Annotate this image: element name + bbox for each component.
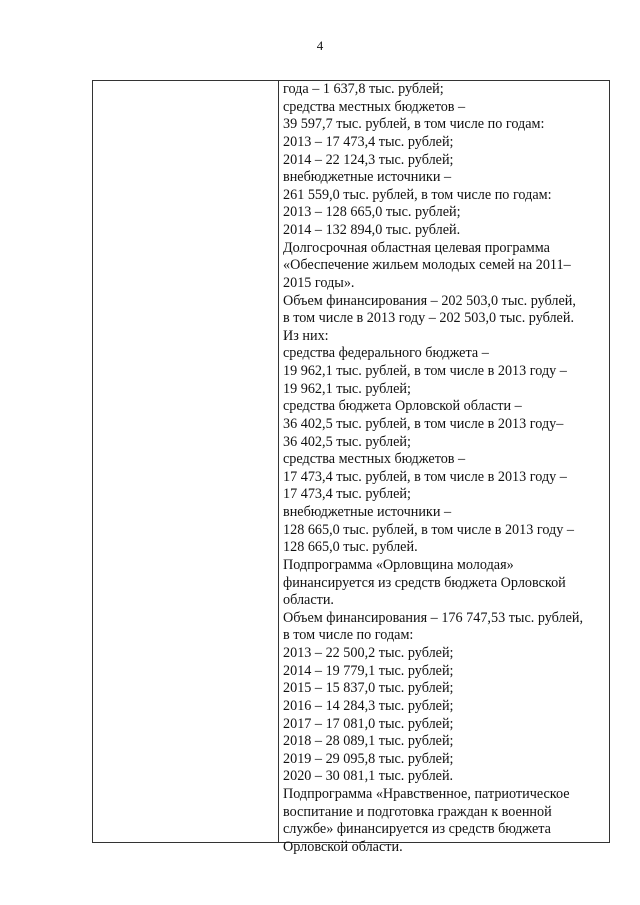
text-line: Объем финансирования – 202 503,0 тыс. рублей, <box>283 292 576 309</box>
text-line: средства местных бюджетов – <box>283 98 466 115</box>
text-line: области. <box>283 592 334 609</box>
text-line: 2016 – 14 284,3 тыс. рублей; <box>283 697 454 714</box>
page-number: 4 <box>316 38 324 53</box>
text-line: 39 597,7 тыс. рублей, в том числе по годам: <box>283 116 545 133</box>
text-line: средства федерального бюджета – <box>283 345 489 362</box>
text-line: 2014 – 19 779,1 тыс. рублей; <box>283 662 454 679</box>
text-line: 2017 – 17 081,0 тыс. рублей; <box>283 715 454 732</box>
text-line: средства местных бюджетов – <box>283 451 466 468</box>
document-table <box>92 80 610 855</box>
text-line: 17 473,4 тыс. рублей; <box>283 486 411 503</box>
text-line: 2013 – 128 665,0 тыс. рублей; <box>283 204 461 221</box>
text-line: 17 473,4 тыс. рублей, в том числе в 2013 году – <box>283 468 567 485</box>
text-line: 128 665,0 тыс. рублей, в том числе в 2013 году – <box>283 521 574 538</box>
left-column-cell <box>93 81 278 842</box>
text-line: 2014 – 132 894,0 тыс. рублей. <box>283 222 461 238</box>
text-line: Подпрограмма «Орловщина молодая» <box>283 556 514 573</box>
text-line: Долгосрочная областная целевая программа <box>283 239 550 256</box>
right-column-cell <box>283 81 609 857</box>
text-line: 36 402,5 тыс. рублей; <box>283 433 411 450</box>
text-line: Подпрограмма «Нравственное, патриотическое <box>283 786 570 802</box>
text-line: в том числе по годам: <box>283 627 414 644</box>
text-line: 2019 – 29 095,8 тыс. рублей; <box>283 750 454 767</box>
text-line: Объем финансирования – 176 747,53 тыс. рублей, <box>283 609 584 626</box>
text-line: средства бюджета Орловской области – <box>283 398 522 415</box>
text-line: 2013 – 22 500,2 тыс. рублей; <box>283 645 454 661</box>
text-line: 2018 – 28 089,1 тыс. рублей; <box>283 733 454 750</box>
text-line: внебюджетные источники – <box>283 504 452 520</box>
text-line: года – 1 637,8 тыс. рублей; <box>283 81 444 97</box>
text-line: «Обеспечение жильем молодых семей на 2011– <box>283 257 571 274</box>
text-line: Из них: <box>283 327 329 344</box>
text-line: 261 559,0 тыс. рублей, в том числе по годам: <box>283 186 552 203</box>
text-line: 36 402,5 тыс. рублей, в том числе в 2013 году– <box>283 415 564 432</box>
text-line: финансируется из средств бюджета Орловской <box>283 574 566 591</box>
column-divider <box>278 81 279 842</box>
text-line: в том числе в 2013 году – 202 503,0 тыс. рублей. <box>283 310 574 327</box>
text-line: 19 962,1 тыс. рублей; <box>283 380 411 397</box>
text-line: 19 962,1 тыс. рублей, в том числе в 2013 году – <box>283 363 567 379</box>
text-line: Орловской области. <box>283 838 403 855</box>
text-line: 2020 – 30 081,1 тыс. рублей. <box>283 768 454 785</box>
text-line: внебюджетные источники – <box>283 169 452 186</box>
text-line: 2015 годы». <box>283 274 355 291</box>
text-line: 2015 – 15 837,0 тыс. рублей; <box>283 680 454 697</box>
text-line: 128 665,0 тыс. рублей. <box>283 539 418 556</box>
text-line: службе» финансируется из средств бюджета <box>283 821 551 838</box>
text-line: 2013 – 17 473,4 тыс. рублей; <box>283 133 454 150</box>
text-line: воспитание и подготовка граждан к военной <box>283 803 552 820</box>
text-line: 2014 – 22 124,3 тыс. рублей; <box>283 151 454 168</box>
